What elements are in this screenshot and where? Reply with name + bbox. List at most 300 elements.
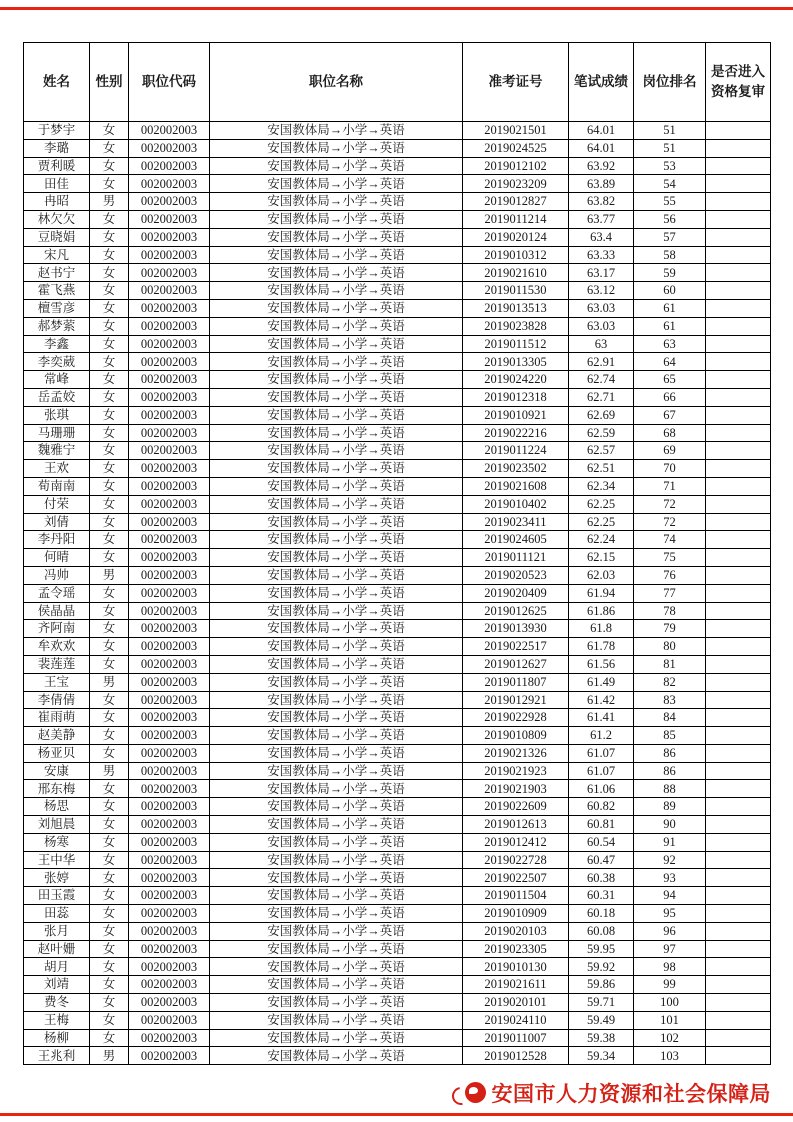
exam-results-table	[23, 42, 771, 1065]
table-row	[24, 495, 771, 513]
cell-position-title: 安国教体局→小学→英语	[210, 210, 463, 228]
cell-review-status	[706, 887, 771, 905]
cell-written-score: 61.86	[569, 602, 634, 620]
cell-written-score: 63.03	[569, 299, 634, 317]
cell-review-status	[706, 673, 771, 691]
cell-rank: 66	[634, 388, 706, 406]
cell-position-title: 安国教体局→小学→英语	[210, 264, 463, 282]
table-row	[24, 994, 771, 1012]
cell-written-score: 60.82	[569, 798, 634, 816]
cell-ticket-number: 2019021903	[463, 780, 569, 798]
table-row	[24, 638, 771, 656]
table-row	[24, 175, 771, 193]
cell-position-title: 安国教体局→小学→英语	[210, 727, 463, 745]
table-row	[24, 388, 771, 406]
cell-rank: 95	[634, 905, 706, 923]
cell-name: 王欢	[24, 460, 90, 478]
cell-rank: 69	[634, 442, 706, 460]
cell-position-code: 002002003	[129, 709, 210, 727]
table-row	[24, 976, 771, 994]
cell-rank: 65	[634, 371, 706, 389]
cell-name: 赵书宁	[24, 264, 90, 282]
cell-ticket-number: 2019022609	[463, 798, 569, 816]
cell-review-status	[706, 424, 771, 442]
cell-rank: 103	[634, 1047, 706, 1065]
cell-gender: 男	[90, 1047, 129, 1065]
cell-position-title: 安国教体局→小学→英语	[210, 833, 463, 851]
cell-written-score: 60.47	[569, 851, 634, 869]
cell-position-title: 安国教体局→小学→英语	[210, 477, 463, 495]
cell-rank: 100	[634, 994, 706, 1012]
cell-rank: 91	[634, 833, 706, 851]
cell-gender: 女	[90, 246, 129, 264]
cell-review-status	[706, 282, 771, 300]
cell-review-status	[706, 602, 771, 620]
cell-rank: 93	[634, 869, 706, 887]
cell-position-title: 安国教体局→小学→英语	[210, 887, 463, 905]
cell-name: 牟欢欢	[24, 638, 90, 656]
cell-position-title: 安国教体局→小学→英语	[210, 442, 463, 460]
cell-rank: 79	[634, 620, 706, 638]
column-header-rank: 岗位排名	[634, 43, 706, 122]
cell-review-status	[706, 317, 771, 335]
cell-position-code: 002002003	[129, 228, 210, 246]
cell-ticket-number: 2019023411	[463, 513, 569, 531]
cell-position-title: 安国教体局→小学→英语	[210, 549, 463, 567]
cell-rank: 71	[634, 477, 706, 495]
cell-position-code: 002002003	[129, 406, 210, 424]
cell-position-title: 安国教体局→小学→英语	[210, 922, 463, 940]
cell-name: 张琪	[24, 406, 90, 424]
cell-review-status	[706, 193, 771, 211]
cell-name: 常峰	[24, 371, 90, 389]
cell-rank: 98	[634, 958, 706, 976]
cell-position-code: 002002003	[129, 317, 210, 335]
table-row	[24, 851, 771, 869]
cell-position-title: 安国教体局→小学→英语	[210, 1029, 463, 1047]
column-header-gender: 性别	[90, 43, 129, 122]
cell-name: 胡月	[24, 958, 90, 976]
cell-gender: 女	[90, 620, 129, 638]
cell-position-code: 002002003	[129, 460, 210, 478]
cell-rank: 70	[634, 460, 706, 478]
cell-review-status	[706, 869, 771, 887]
cell-rank: 57	[634, 228, 706, 246]
cell-position-title: 安国教体局→小学→英语	[210, 335, 463, 353]
cell-ticket-number: 2019010130	[463, 958, 569, 976]
cell-written-score: 60.18	[569, 905, 634, 923]
cell-ticket-number: 2019022928	[463, 709, 569, 727]
cell-written-score: 62.57	[569, 442, 634, 460]
cell-position-title: 安国教体局→小学→英语	[210, 1011, 463, 1029]
cell-written-score: 61.2	[569, 727, 634, 745]
cell-gender: 女	[90, 638, 129, 656]
cell-ticket-number: 2019012412	[463, 833, 569, 851]
cell-ticket-number: 2019023828	[463, 317, 569, 335]
column-header-written-score: 笔试成绩	[569, 43, 634, 122]
cell-written-score: 63.92	[569, 157, 634, 175]
column-header-ticket-number: 准考证号	[463, 43, 569, 122]
cell-gender: 女	[90, 584, 129, 602]
cell-position-code: 002002003	[129, 513, 210, 531]
cell-rank: 94	[634, 887, 706, 905]
cell-ticket-number: 2019010402	[463, 495, 569, 513]
bureau-name: 安国市人力资源和社会保障局	[491, 1083, 771, 1106]
table-row	[24, 246, 771, 264]
cell-gender: 男	[90, 566, 129, 584]
cell-review-status	[706, 994, 771, 1012]
table-row	[24, 549, 771, 567]
cell-ticket-number: 2019021501	[463, 122, 569, 140]
cell-written-score: 63.89	[569, 175, 634, 193]
cell-position-title: 安国教体局→小学→英语	[210, 958, 463, 976]
cell-ticket-number: 2019012102	[463, 157, 569, 175]
cell-ticket-number: 2019020523	[463, 566, 569, 584]
cell-gender: 女	[90, 371, 129, 389]
cell-review-status	[706, 584, 771, 602]
cell-position-code: 002002003	[129, 122, 210, 140]
cell-ticket-number: 2019010312	[463, 246, 569, 264]
cell-written-score: 62.34	[569, 477, 634, 495]
cell-review-status	[706, 157, 771, 175]
cell-position-code: 002002003	[129, 388, 210, 406]
cell-position-title: 安国教体局→小学→英语	[210, 762, 463, 780]
cell-rank: 64	[634, 353, 706, 371]
cell-position-title: 安国教体局→小学→英语	[210, 798, 463, 816]
cell-written-score: 63.33	[569, 246, 634, 264]
cell-name: 侯晶晶	[24, 602, 90, 620]
cell-position-code: 002002003	[129, 905, 210, 923]
cell-written-score: 64.01	[569, 139, 634, 157]
cell-name: 张月	[24, 922, 90, 940]
logo-circle-shape	[465, 1082, 486, 1103]
cell-gender: 女	[90, 335, 129, 353]
cell-position-code: 002002003	[129, 976, 210, 994]
table-row	[24, 139, 771, 157]
cell-review-status	[706, 406, 771, 424]
cell-name: 马珊珊	[24, 424, 90, 442]
cell-review-status	[706, 1029, 771, 1047]
cell-position-code: 002002003	[129, 566, 210, 584]
cell-position-title: 安国教体局→小学→英语	[210, 673, 463, 691]
cell-gender: 女	[90, 495, 129, 513]
table-row	[24, 157, 771, 175]
cell-gender: 女	[90, 210, 129, 228]
cell-rank: 83	[634, 691, 706, 709]
cell-review-status	[706, 210, 771, 228]
cell-review-status	[706, 371, 771, 389]
cell-rank: 76	[634, 566, 706, 584]
cell-ticket-number: 2019010921	[463, 406, 569, 424]
cell-written-score: 59.49	[569, 1011, 634, 1029]
cell-ticket-number: 2019024110	[463, 1011, 569, 1029]
table-row	[24, 122, 771, 140]
cell-gender: 女	[90, 139, 129, 157]
cell-gender: 女	[90, 887, 129, 905]
cell-gender: 女	[90, 406, 129, 424]
cell-written-score: 63.82	[569, 193, 634, 211]
table-row	[24, 1047, 771, 1065]
cell-ticket-number: 2019022517	[463, 638, 569, 656]
cell-position-title: 安国教体局→小学→英语	[210, 495, 463, 513]
cell-ticket-number: 2019020103	[463, 922, 569, 940]
cell-gender: 男	[90, 673, 129, 691]
cell-position-title: 安国教体局→小学→英语	[210, 353, 463, 371]
cell-gender: 女	[90, 1029, 129, 1047]
cell-review-status	[706, 833, 771, 851]
cell-gender: 女	[90, 513, 129, 531]
cell-position-code: 002002003	[129, 994, 210, 1012]
cell-gender: 女	[90, 655, 129, 673]
cell-position-title: 安国教体局→小学→英语	[210, 584, 463, 602]
cell-review-status	[706, 264, 771, 282]
cell-written-score: 64.01	[569, 122, 634, 140]
cell-position-title: 安国教体局→小学→英语	[210, 406, 463, 424]
table-row	[24, 922, 771, 940]
table-row	[24, 442, 771, 460]
table-row	[24, 887, 771, 905]
cell-name: 齐阿南	[24, 620, 90, 638]
cell-name: 豆晓娟	[24, 228, 90, 246]
cell-name: 李璐	[24, 139, 90, 157]
cell-position-title: 安国教体局→小学→英语	[210, 1047, 463, 1065]
cell-position-code: 002002003	[129, 335, 210, 353]
cell-position-code: 002002003	[129, 673, 210, 691]
cell-name: 刘旭晨	[24, 816, 90, 834]
cell-gender: 女	[90, 317, 129, 335]
table-row	[24, 228, 771, 246]
cell-position-code: 002002003	[129, 193, 210, 211]
cell-position-code: 002002003	[129, 299, 210, 317]
cell-ticket-number: 2019012627	[463, 655, 569, 673]
table-row	[24, 513, 771, 531]
cell-review-status	[706, 655, 771, 673]
cell-gender: 女	[90, 940, 129, 958]
cell-position-code: 002002003	[129, 620, 210, 638]
cell-review-status	[706, 1011, 771, 1029]
cell-rank: 81	[634, 655, 706, 673]
cell-gender: 女	[90, 228, 129, 246]
cell-gender: 女	[90, 442, 129, 460]
cell-position-code: 002002003	[129, 655, 210, 673]
cell-position-code: 002002003	[129, 816, 210, 834]
cell-ticket-number: 2019022216	[463, 424, 569, 442]
cell-position-code: 002002003	[129, 1011, 210, 1029]
cell-position-code: 002002003	[129, 691, 210, 709]
cell-name: 魏雅宁	[24, 442, 90, 460]
cell-ticket-number: 2019011007	[463, 1029, 569, 1047]
cell-name: 安康	[24, 762, 90, 780]
cell-name: 田玉霞	[24, 887, 90, 905]
cell-ticket-number: 2019020101	[463, 994, 569, 1012]
cell-ticket-number: 2019024605	[463, 531, 569, 549]
cell-gender: 女	[90, 122, 129, 140]
cell-rank: 55	[634, 193, 706, 211]
cell-written-score: 60.08	[569, 922, 634, 940]
cell-position-title: 安国教体局→小学→英语	[210, 388, 463, 406]
cell-written-score: 59.95	[569, 940, 634, 958]
table-row	[24, 833, 771, 851]
cell-position-title: 安国教体局→小学→英语	[210, 531, 463, 549]
cell-review-status	[706, 620, 771, 638]
cell-position-title: 安国教体局→小学→英语	[210, 460, 463, 478]
cell-review-status	[706, 139, 771, 157]
cell-name: 杨亚贝	[24, 744, 90, 762]
cell-gender: 女	[90, 691, 129, 709]
cell-ticket-number: 2019011512	[463, 335, 569, 353]
column-header-review-status: 是否进入资格复审	[706, 43, 771, 122]
cell-position-code: 002002003	[129, 246, 210, 264]
cell-name: 费冬	[24, 994, 90, 1012]
cell-name: 荀南南	[24, 477, 90, 495]
cell-written-score: 60.38	[569, 869, 634, 887]
cell-position-title: 安国教体局→小学→英语	[210, 691, 463, 709]
table-row	[24, 317, 771, 335]
cell-gender: 女	[90, 869, 129, 887]
cell-gender: 女	[90, 157, 129, 175]
cell-position-title: 安国教体局→小学→英语	[210, 620, 463, 638]
cell-written-score: 62.59	[569, 424, 634, 442]
cell-ticket-number: 2019023209	[463, 175, 569, 193]
table-row	[24, 905, 771, 923]
cell-gender: 女	[90, 976, 129, 994]
cell-ticket-number: 2019013305	[463, 353, 569, 371]
cell-written-score: 63.17	[569, 264, 634, 282]
cell-position-code: 002002003	[129, 495, 210, 513]
cell-name: 何晴	[24, 549, 90, 567]
cell-review-status	[706, 175, 771, 193]
cell-position-code: 002002003	[129, 549, 210, 567]
table-row	[24, 353, 771, 371]
cell-position-code: 002002003	[129, 887, 210, 905]
cell-ticket-number: 2019011224	[463, 442, 569, 460]
cell-written-score: 59.92	[569, 958, 634, 976]
cell-gender: 女	[90, 798, 129, 816]
cell-gender: 女	[90, 994, 129, 1012]
cell-ticket-number: 2019024525	[463, 139, 569, 157]
cell-ticket-number: 2019022507	[463, 869, 569, 887]
cell-written-score: 61.78	[569, 638, 634, 656]
cell-position-code: 002002003	[129, 869, 210, 887]
table-row	[24, 762, 771, 780]
cell-review-status	[706, 335, 771, 353]
cell-position-code: 002002003	[129, 442, 210, 460]
cell-rank: 61	[634, 317, 706, 335]
table-row	[24, 460, 771, 478]
cell-written-score: 61.42	[569, 691, 634, 709]
cell-position-title: 安国教体局→小学→英语	[210, 655, 463, 673]
cell-written-score: 62.03	[569, 566, 634, 584]
cell-review-status	[706, 477, 771, 495]
cell-gender: 女	[90, 744, 129, 762]
cell-name: 于梦宇	[24, 122, 90, 140]
cell-rank: 53	[634, 157, 706, 175]
cell-name: 李丹阳	[24, 531, 90, 549]
cell-rank: 74	[634, 531, 706, 549]
cell-rank: 86	[634, 744, 706, 762]
cell-position-title: 安国教体局→小学→英语	[210, 709, 463, 727]
cell-rank: 80	[634, 638, 706, 656]
cell-gender: 女	[90, 922, 129, 940]
cell-rank: 90	[634, 816, 706, 834]
cell-review-status	[706, 228, 771, 246]
cell-rank: 89	[634, 798, 706, 816]
cell-written-score: 61.07	[569, 744, 634, 762]
cell-position-code: 002002003	[129, 744, 210, 762]
cell-written-score: 63	[569, 335, 634, 353]
cell-rank: 59	[634, 264, 706, 282]
column-header-name: 姓名	[24, 43, 90, 122]
cell-position-code: 002002003	[129, 602, 210, 620]
cell-rank: 82	[634, 673, 706, 691]
table-row	[24, 531, 771, 549]
cell-position-title: 安国教体局→小学→英语	[210, 851, 463, 869]
cell-position-code: 002002003	[129, 264, 210, 282]
table-row	[24, 780, 771, 798]
cell-name: 李奕葳	[24, 353, 90, 371]
cell-review-status	[706, 531, 771, 549]
cell-position-code: 002002003	[129, 210, 210, 228]
cell-ticket-number: 2019011121	[463, 549, 569, 567]
cell-written-score: 62.15	[569, 549, 634, 567]
cell-review-status	[706, 299, 771, 317]
cell-written-score: 63.03	[569, 317, 634, 335]
table-row	[24, 210, 771, 228]
cell-position-code: 002002003	[129, 940, 210, 958]
cell-gender: 女	[90, 958, 129, 976]
cell-written-score: 62.24	[569, 531, 634, 549]
cell-ticket-number: 2019012318	[463, 388, 569, 406]
cell-name: 檀雪彦	[24, 299, 90, 317]
cell-position-title: 安国教体局→小学→英语	[210, 317, 463, 335]
cell-position-code: 002002003	[129, 780, 210, 798]
cell-written-score: 62.25	[569, 495, 634, 513]
table-row	[24, 940, 771, 958]
table-row	[24, 299, 771, 317]
cell-ticket-number: 2019010909	[463, 905, 569, 923]
table-row	[24, 424, 771, 442]
cell-name: 王兆利	[24, 1047, 90, 1065]
cell-name: 杨寒	[24, 833, 90, 851]
cell-review-status	[706, 1047, 771, 1065]
cell-position-title: 安国教体局→小学→英语	[210, 994, 463, 1012]
cell-position-title: 安国教体局→小学→英语	[210, 940, 463, 958]
table-row	[24, 727, 771, 745]
cell-name: 田佳	[24, 175, 90, 193]
cell-ticket-number: 2019020409	[463, 584, 569, 602]
cell-name: 赵叶姗	[24, 940, 90, 958]
cell-gender: 女	[90, 905, 129, 923]
cell-name: 孟令瑶	[24, 584, 90, 602]
cell-position-title: 安国教体局→小学→英语	[210, 566, 463, 584]
cell-position-code: 002002003	[129, 584, 210, 602]
cell-written-score: 63.4	[569, 228, 634, 246]
table-row	[24, 566, 771, 584]
cell-ticket-number: 2019021608	[463, 477, 569, 495]
cell-position-title: 安国教体局→小学→英语	[210, 513, 463, 531]
cell-position-code: 002002003	[129, 851, 210, 869]
cell-position-title: 安国教体局→小学→英语	[210, 869, 463, 887]
cell-ticket-number: 2019023502	[463, 460, 569, 478]
cell-name: 赵美静	[24, 727, 90, 745]
cell-position-code: 002002003	[129, 353, 210, 371]
table-row	[24, 1011, 771, 1029]
cell-name: 岳孟姣	[24, 388, 90, 406]
cell-rank: 60	[634, 282, 706, 300]
cell-review-status	[706, 958, 771, 976]
cell-position-code: 002002003	[129, 922, 210, 940]
cell-review-status	[706, 513, 771, 531]
